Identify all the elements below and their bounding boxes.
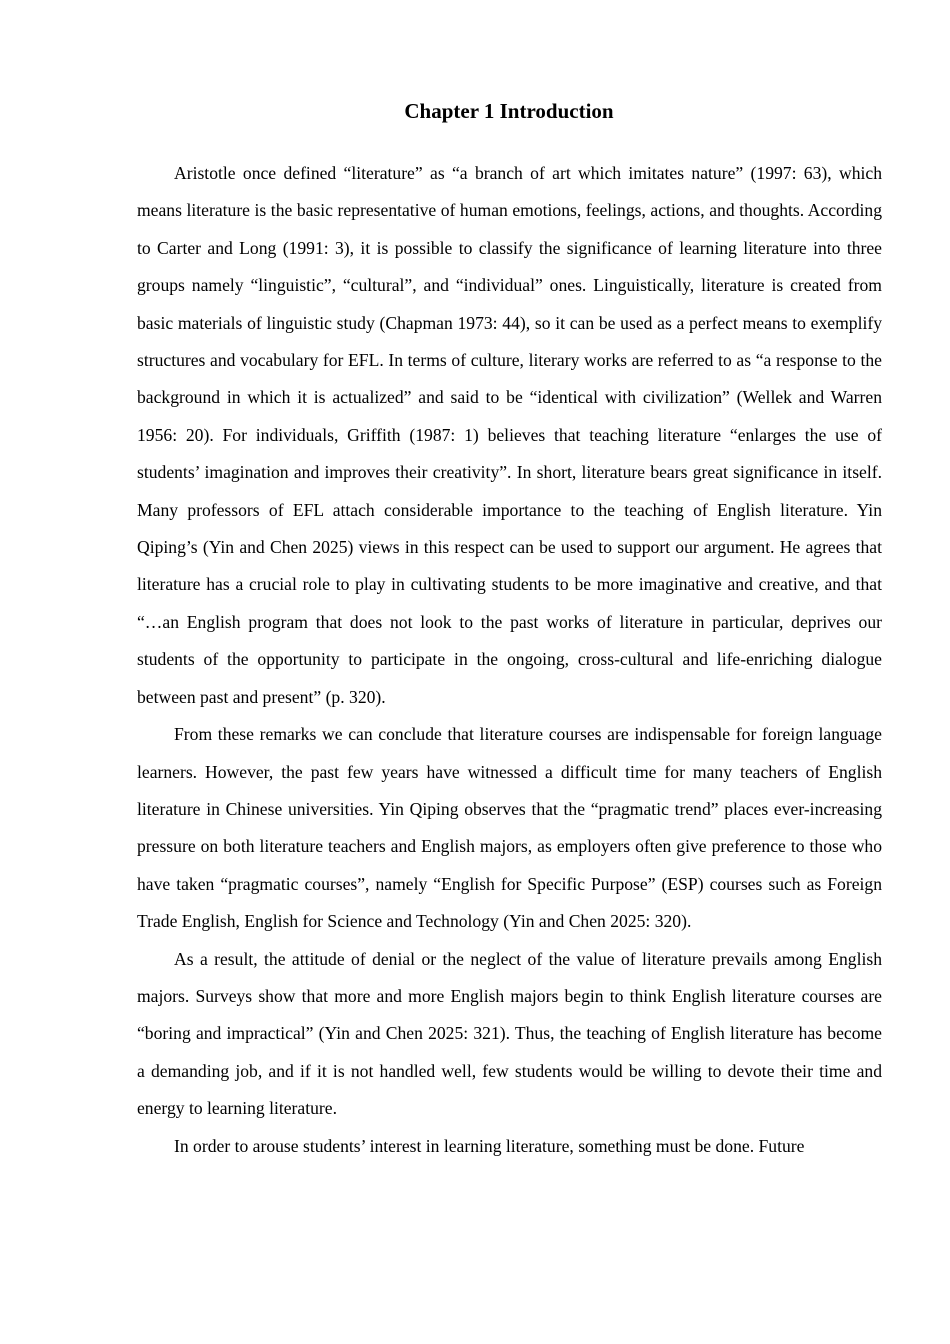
paragraph-4: In order to arouse students’ interest in learning literature, something must be done. Future: [174, 1135, 805, 1156]
paragraph-2: From these remarks we can conclude that literature courses are indispensable for foreign language learners. However, the past few years have witnessed a difficult time for many teachers of English literature in Chinese universities. Yin Qiping observes that the “pragmatic trend” places ever-increasing pressure on both literature teachers and English majors, as employers often give preference to those who have taken “pragmatic courses”, namely “English for Specific Purpose” (ESP) courses such as Foreign Trade English, English for Science and Technology (Yin and Chen 2025: 320).: [137, 724, 882, 932]
paragraph-1: Aristotle once defined “literature” as “a branch of art which imitates nature” (1997: 63), which means literature is the basic representative of human emotions, feelings, actions, and thoughts. According to Carter and Long (1991: 3), it is possible to classify the significance of learning literature into three groups namely “linguistic”, “cultural”, and “individual” ones. Linguistically, literature is created from basic materials of linguistic study (Chapman 1973: 44), so it can be used as a perfect means to exemplify structures and vocabulary for EFL. In terms of culture, literary works are referred to as “a response to the background in which it is actualized” and said to be “identical with civilization” (Wellek and Warren 1956: 20). For individuals, Griffith (1987: 1) believes that teaching literature “enlarges the use of students’ imagination and improves their creativity”. In short, literature bears great significance in itself. Many professors of EFL attach considerable importance to the teaching of English literature. Yin Qiping’s (Yin and Chen 2025) views in this respect can be used to support our argument. He agrees that literature has a crucial role to play in cultivating students to be more imaginative and creative, and that “…an English program that does not look to the past works of literature in particular, deprives our students of the opportunity to participate in the ongoing, cross-cultural and life-enriching dialogue between past and present” (p. 320).: [137, 163, 882, 707]
paragraph-3: As a result, the attitude of denial or the neglect of the value of literature prevails among English majors. Surveys show that more and more English majors begin to think English literature courses are “boring and impractical” (Yin and Chen 2025: 321). Thus, the teaching of English literature has become a demanding job, and if it is not handled well, few students would be willing to devote their time and energy to learning literature.: [137, 948, 882, 1119]
body-text: [137, 155, 882, 1165]
chapter-title: Chapter 1 Introduction: [404, 99, 614, 123]
